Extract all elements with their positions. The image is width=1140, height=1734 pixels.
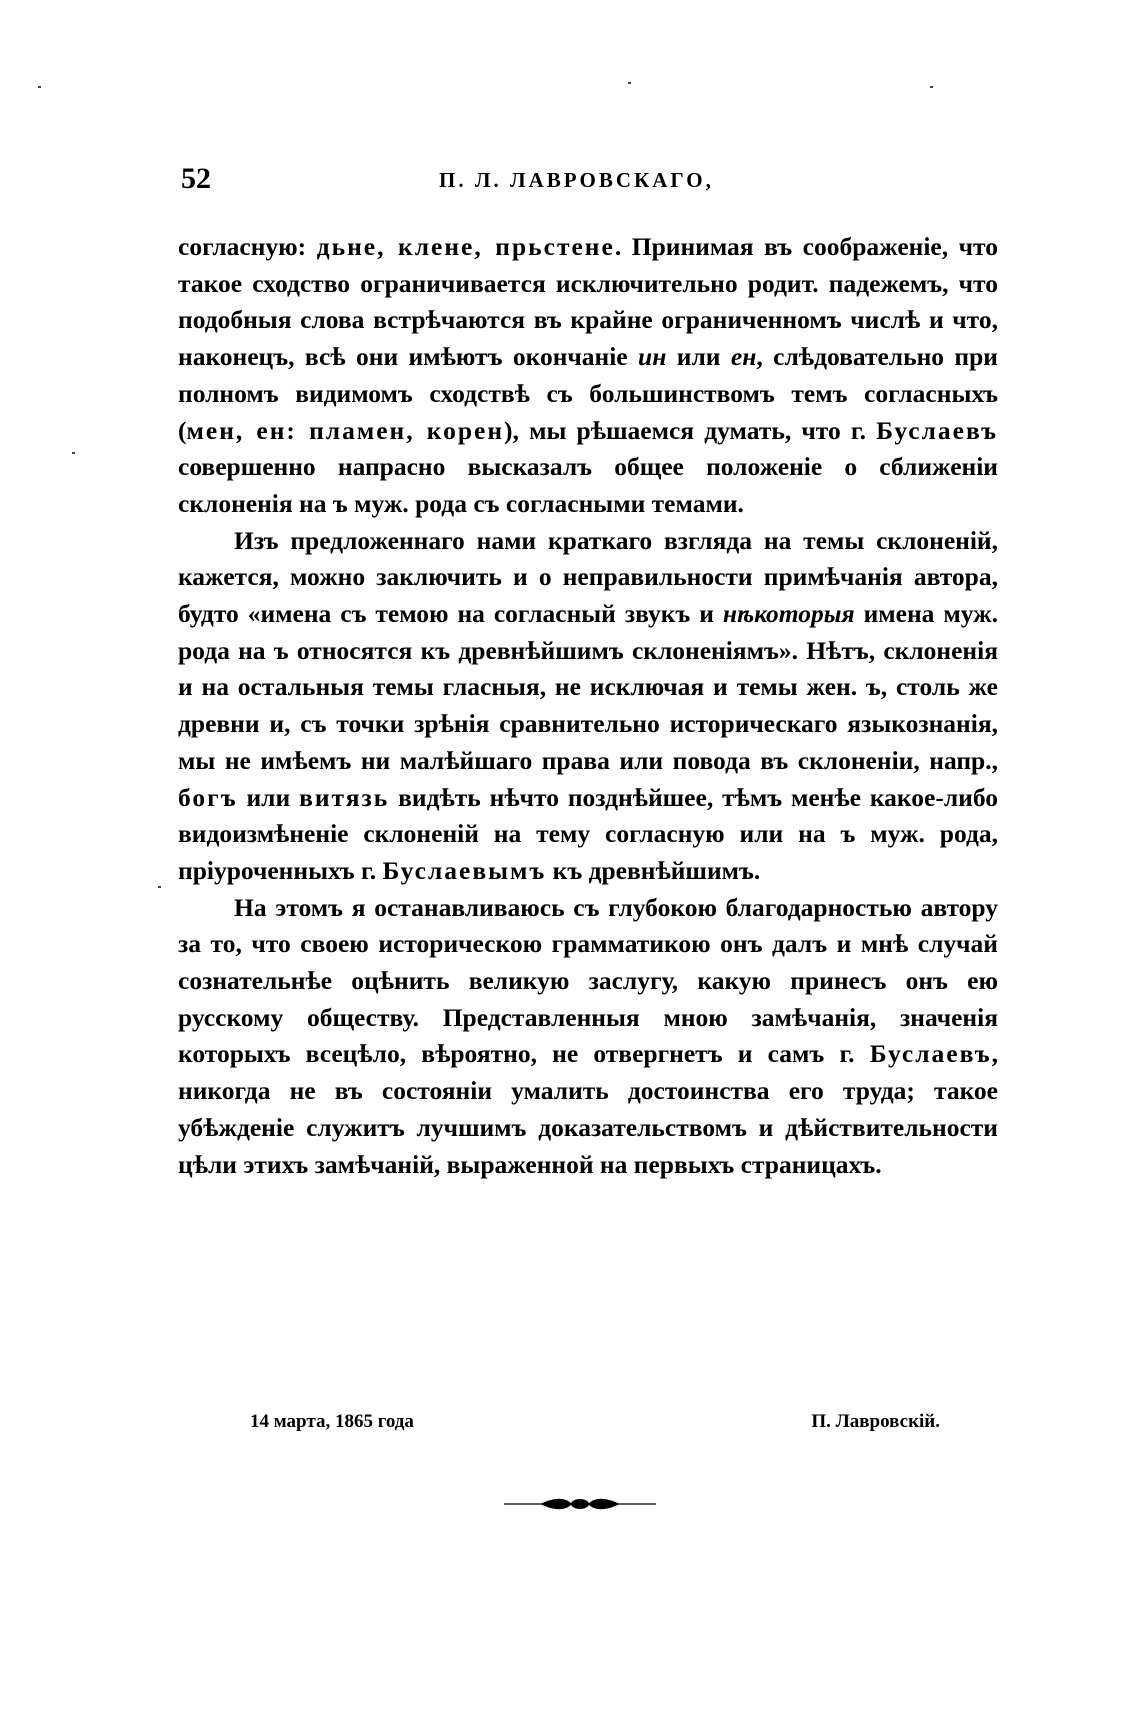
- author-name: Буслаевъ: [876, 415, 998, 445]
- paragraph-1-text: ), мы рѣшаемся думать, что г.: [504, 415, 877, 445]
- paragraph-2-text: или: [237, 782, 300, 812]
- paragraph-2-text: видѣть нѣчто позднѣйшее, тѣмъ менѣе какое-либо видоизмѣненіе склоненій на тему согласную или на ъ муж. рода, пріуроченныхъ г.: [178, 782, 998, 885]
- date: 14 марта, 1865 года: [250, 1411, 414, 1432]
- speck: [930, 86, 933, 88]
- paragraph-1-text: согласную:: [178, 232, 317, 261]
- example-stems: мен, ен: пламен, корен: [186, 415, 505, 445]
- example-words: дьне, клене, прьстене: [316, 232, 615, 261]
- paragraph-1-text: . Принимая въ соображеніе, что такое сходство ограничивается исключительно родит. падежемъ, что подобныя слова встрѣчаются въ крайне ограниченномъ числѣ и что, наконецъ, всѣ они имѣютъ окончаніе: [178, 232, 998, 372]
- page-header: [181, 162, 995, 202]
- running-head: П. Л. ЛАВРОВСКАГО,: [439, 168, 714, 192]
- paragraph-2-text: имена муж. рода на ъ относятся къ древнѣйшимъ склоненіямъ». Нѣтъ, склоненія и на остальныя темы гласныя, не исключая и темы жен. ъ, столь же древни и, съ точки зрѣнія сравнительно историческаго языкознанія, мы не имѣемъ ни малѣйшаго права или повода въ склоненіи, напр.,: [178, 599, 998, 775]
- example-word-bog: богъ: [178, 782, 238, 812]
- speck: [628, 82, 631, 84]
- paragraph-2: [178, 523, 998, 890]
- author-name: Буслаевъ: [869, 1039, 992, 1069]
- end-ornament: [500, 1494, 660, 1514]
- body-text: [178, 229, 998, 1183]
- paragraph-2-text: къ древнѣйшимъ.: [546, 855, 761, 885]
- paragraph-3-text: , никогда не въ состояніи умалить достоинства его труда; такое убѣжденіе служитъ лучшимъ доказательствомъ и дѣйствительности цѣли этихъ замѣчаній, выраженной на первыхъ страницахъ.: [178, 1039, 998, 1179]
- paragraph-1-text: , слѣдовательно при полномъ видимомъ сходствѣ съ большинствомъ темъ согласныхъ (: [178, 342, 998, 445]
- paragraph-1: [178, 229, 998, 523]
- paragraph-1-text: совершенно напрасно высказалъ общее положеніе о сближеніи склоненія на ъ муж. рода съ согласными темами.: [178, 452, 998, 518]
- signature: П. Лавровскій.: [811, 1411, 940, 1432]
- paragraph-3-text: На этомъ я останавливаюсь съ глубокою благодарностью автору за то, что своею историческою грамматикою онъ далъ и мнѣ случай сознательнѣе оцѣнить великую заслугу, какую принесъ онъ ею русскому обществу. Представленныя мною замѣчанія, значенія которыхъ всецѣло, вѣроятно, не отвергнетъ и самъ г.: [178, 892, 998, 1069]
- page-number: 52: [181, 162, 211, 195]
- author-name: Буслаевымъ: [382, 855, 547, 885]
- example-word-vityaz: витязь: [299, 782, 390, 812]
- ending-in: ин: [638, 342, 667, 372]
- speck: [72, 452, 75, 454]
- speck: [158, 886, 161, 888]
- paragraph-1-text: или: [666, 342, 731, 372]
- paragraph-3: [178, 890, 998, 1184]
- paragraph-2-text: Изъ предложеннаго нами краткаго взгляда на темы склоненій, кажется, можно заключить и о неправильности примѣчанія автора, будто «имена съ темою на согласный звукъ и: [178, 525, 998, 629]
- italic-word: нѣкоторыя: [722, 599, 855, 629]
- speck: [38, 86, 41, 88]
- signature-row: [250, 1411, 940, 1441]
- ending-en: ен: [730, 342, 757, 372]
